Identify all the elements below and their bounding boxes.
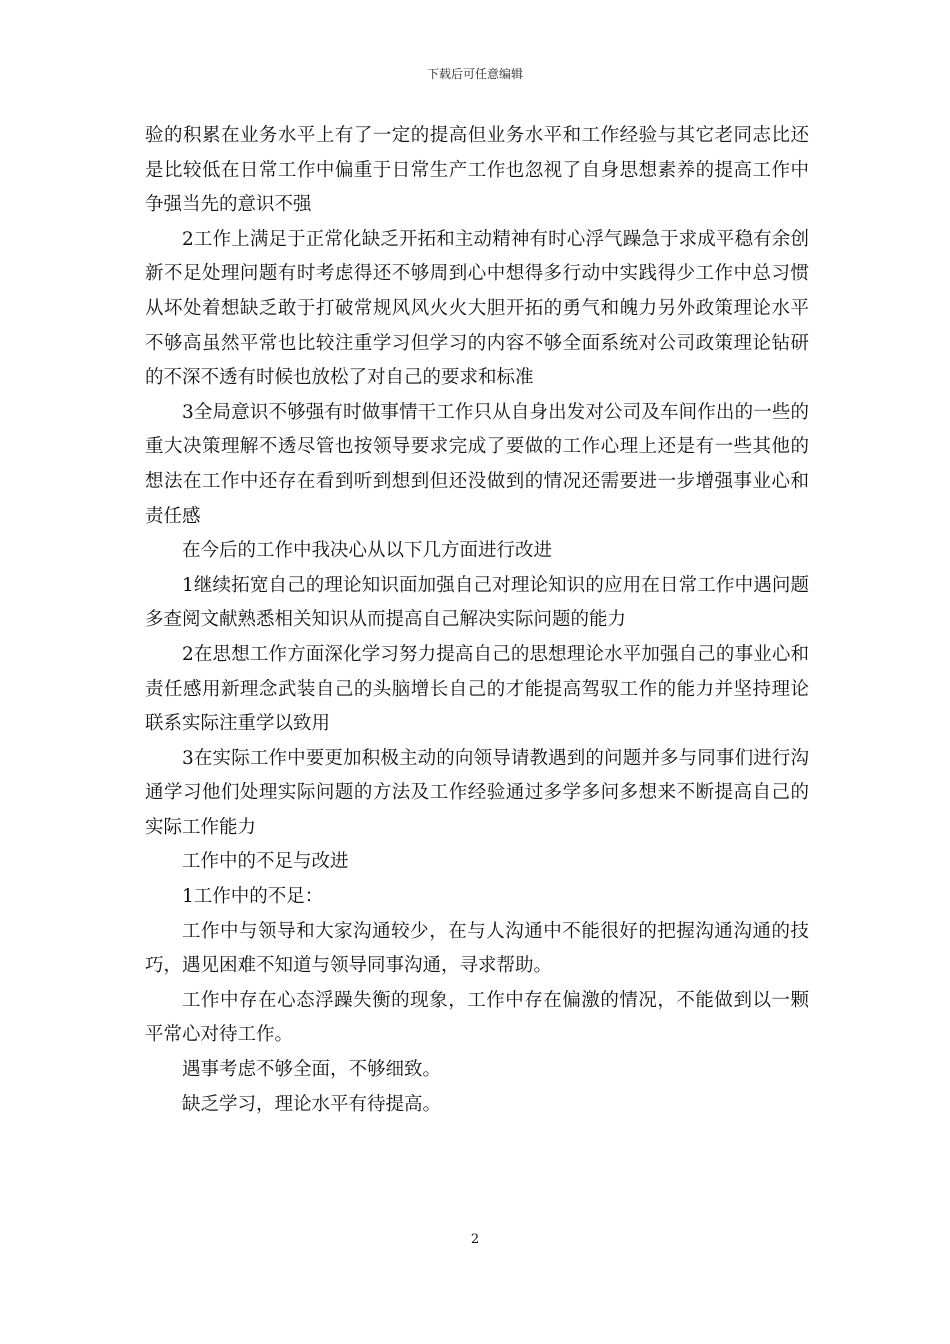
paragraph-shortcoming-attitude: 工作中存在心态浮躁失衡的现象，工作中存在偏激的情况，不能做到以一颗平常心对待工作。 (145, 989, 809, 1046)
paragraph-weakness-3: 3全局意识不够强有时做事情干工作只从自身出发对公司及车间作出的一些的重大决策理解不透尽管也按领导要求完成了要做的工作心理上还是有一些其他的想法在工作中还存在看到听到想到但还没做到的情况还需要进一步增强事业心和责任感 (145, 401, 809, 527)
paragraph-continuation: 验的积累在业务水平上有了一定的提高但业务水平和工作经验与其它老同志比还是比较低在日常工作中偏重于日常生产工作也忽视了自身思想素养的提高工作中争强当先的意识不强 (145, 125, 809, 216)
document-body (145, 119, 809, 1122)
page-number: 2 (470, 1232, 480, 1247)
paragraph-shortcoming-communication: 工作中与领导和大家沟通较少，在与人沟通中不能很好的把握沟通沟通的技巧，遇见困难不知道与领导同事沟通，寻求帮助。 (145, 920, 809, 977)
paragraph-shortcoming-thoroughness: 遇事考虑不够全面，不够细致。 (182, 1059, 442, 1081)
page-header: 下载后可任意编辑 (426, 67, 523, 81)
subsection-heading: 1工作中的不足： (182, 886, 324, 908)
paragraph-shortcoming-learning: 缺乏学习，理论水平有待提高。 (182, 1093, 442, 1115)
paragraph-improvement-3: 3在实际工作中要更加积极主动的向领导请教遇到的问题并多与同事们进行沟通学习他们处理实际问题的方法及工作经验通过多学多问多想来不断提高自己的实际工作能力 (145, 747, 809, 838)
paragraph-improvement-2: 2在思想工作方面深化学习努力提高自己的思想理论水平加强自己的事业心和责任感用新理念武装自己的头脑增长自己的才能提高驾驭工作的能力并坚持理论联系实际注重学以致用 (145, 643, 809, 735)
paragraph-improvement-intro: 在今后的工作中我决心从以下几方面进行改进 (182, 540, 553, 562)
section-heading: 工作中的不足与改进 (182, 851, 349, 873)
paragraph-improvement-1: 1继续拓宽自己的理论知识面加强自己对理论知识的应用在日常工作中遇问题多查阅文献熟悉相关知识从而提高自己解决实际问题的能力 (145, 574, 809, 631)
paragraph-weakness-2: 2工作上满足于正常化缺乏开拓和主动精神有时心浮气躁急于求成平稳有余创新不足处理问题有时考虑得还不够周到心中想得多行动中实践得少工作中总习惯从坏处着想缺乏敢于打破常规风风火火大胆开拓的勇气和魄力另外政策理论水平不够高虽然平常也比较注重学习但学习的内容不够全面系统对公司政策理论钻研的不深不透有时候也放松了对自己的要求和标准 (145, 228, 809, 389)
